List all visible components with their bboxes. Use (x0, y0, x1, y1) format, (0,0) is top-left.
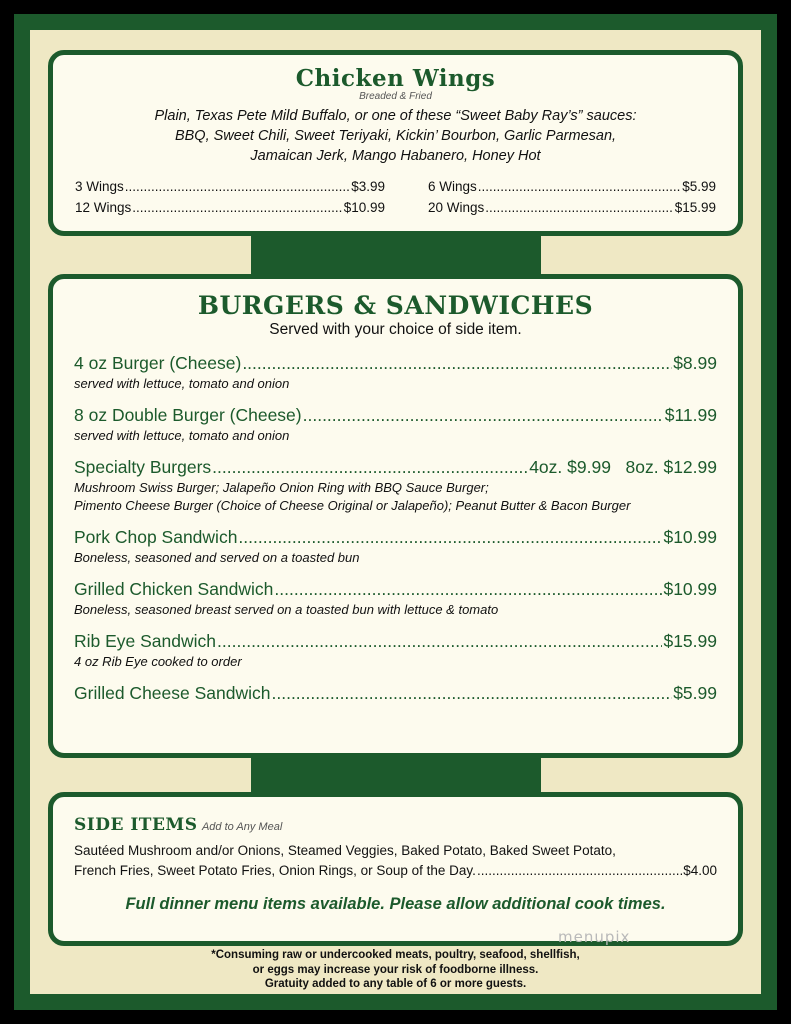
sides-header (74, 815, 717, 835)
sides-price-row (74, 861, 717, 881)
wings-title: Chicken Wings (295, 65, 496, 92)
wings-panel (48, 50, 743, 236)
menu-item-description: 4 oz Rib Eye cooked to order (74, 654, 242, 669)
wings-price-row (75, 197, 385, 218)
sides-line: French Fries, Sweet Potato Fries, Onion Rings, or Soup of the Day. (74, 863, 476, 878)
menu-item-row (74, 457, 717, 478)
menu-item-name: Pork Chop Sandwich (74, 527, 238, 547)
menu-item (74, 405, 717, 444)
menu-item-name: Grilled Cheese Sandwich (74, 683, 271, 703)
menu-item-description: served with lettuce, tomato and onion (74, 428, 290, 443)
menu-item-name: Rib Eye Sandwich (74, 631, 217, 651)
sides-list (74, 841, 717, 881)
wings-label: 20 Wings (428, 200, 485, 215)
burgers-subtitle: Served with your choice of side item. (269, 321, 522, 338)
dinner-notice: Full dinner menu items available. Please allow additional cook times. (125, 895, 666, 913)
menu-item-name: Grilled Chicken Sandwich (74, 579, 274, 599)
wings-description-line: BBQ, Sweet Chili, Sweet Teriyaki, Kickin’ Bourbon, Garlic Parmesan, (174, 128, 617, 144)
burgers-title: BURGERS & SANDWICHES (197, 291, 594, 320)
wings-label: 3 Wings (75, 179, 124, 194)
menu-item-price: $5.99 (673, 683, 717, 703)
menu-item (74, 683, 717, 704)
menu-item-row (74, 405, 717, 426)
menu-item-row (74, 579, 717, 600)
wings-label: 6 Wings (428, 179, 477, 194)
menu-item-price: $10.99 (663, 579, 717, 599)
sides-price: $4.00 (683, 863, 717, 878)
menu-item-description: Pimento Cheese Burger (Choice of Cheese Original or Jalapeño); Peanut Butter & Bacon Burger (74, 498, 631, 513)
menu-item-description: served with lettuce, tomato and onion (74, 376, 290, 391)
wings-description-line: Jamaican Jerk, Mango Habanero, Honey Hot (250, 148, 541, 164)
menu-item (74, 579, 717, 618)
wings-label: 12 Wings (75, 200, 132, 215)
watermark-logo: menupix (558, 928, 631, 946)
footer-line: *Consuming raw or undercooked meats, poultry, seafood, shellfish, (211, 949, 580, 961)
menu-item-description: Boneless, seasoned breast served on a toasted bun with lettuce & tomato (74, 602, 499, 617)
wings-subtitle: Breaded & Fried (359, 91, 432, 102)
menu-item-row (74, 631, 717, 652)
menu-item-price: $10.99 (663, 527, 717, 547)
sides-subtitle: Add to Any Meal (201, 821, 283, 833)
menu-item-price: 4oz. $9.99 8oz. $12.99 (529, 457, 717, 477)
footer-line: or eggs may increase your risk of foodborne illness. (252, 963, 539, 976)
wings-price-column (75, 176, 385, 218)
menu-item-name: 4 oz Burger (Cheese) (74, 353, 242, 373)
menu-item (74, 527, 717, 566)
wings-price: $5.99 (682, 179, 716, 194)
footer-disclaimer (14, 948, 777, 992)
wings-price: $3.99 (351, 179, 385, 194)
menu-item-row (74, 353, 717, 374)
menu-item (74, 457, 717, 514)
wings-price-column (428, 176, 716, 218)
burgers-panel (48, 274, 743, 758)
wings-description (53, 106, 738, 166)
menu-item-name: Specialty Burgers (74, 457, 212, 477)
menu-item-row (74, 527, 717, 548)
wings-price-list (53, 176, 738, 218)
menu-item (74, 353, 717, 392)
green-connector-bottom (251, 756, 541, 796)
menu-item-price: $8.99 (673, 353, 717, 373)
wings-price-row (428, 176, 716, 197)
burger-list (74, 353, 717, 704)
menu-item-description: Boneless, seasoned and served on a toasted bun (74, 550, 360, 565)
sides-line: Sautéed Mushroom and/or Onions, Steamed Veggies, Baked Potato, Baked Sweet Potato, (74, 843, 616, 858)
wings-description-line: Plain, Texas Pete Mild Buffalo, or one of these “Sweet Baby Ray’s” sauces: (154, 108, 637, 124)
menu-page (14, 14, 777, 1010)
wings-price-row (75, 176, 385, 197)
menu-item-row (74, 683, 717, 704)
menu-item (74, 631, 717, 670)
sides-title: SIDE ITEMS (74, 815, 198, 835)
menu-item-price: $11.99 (664, 405, 717, 425)
wings-price: $10.99 (343, 200, 385, 215)
sides-panel (48, 792, 743, 946)
menu-item-name: 8 oz Double Burger (Cheese) (74, 405, 302, 425)
footer-line: Gratuity added to any table of 6 or more guests. (264, 978, 527, 990)
menu-item-price: $15.99 (663, 631, 717, 651)
wings-price: $15.99 (674, 200, 716, 215)
wings-price-row (428, 197, 716, 218)
menu-item-description: Mushroom Swiss Burger; Jalapeño Onion Ring with BBQ Sauce Burger; (74, 480, 489, 495)
